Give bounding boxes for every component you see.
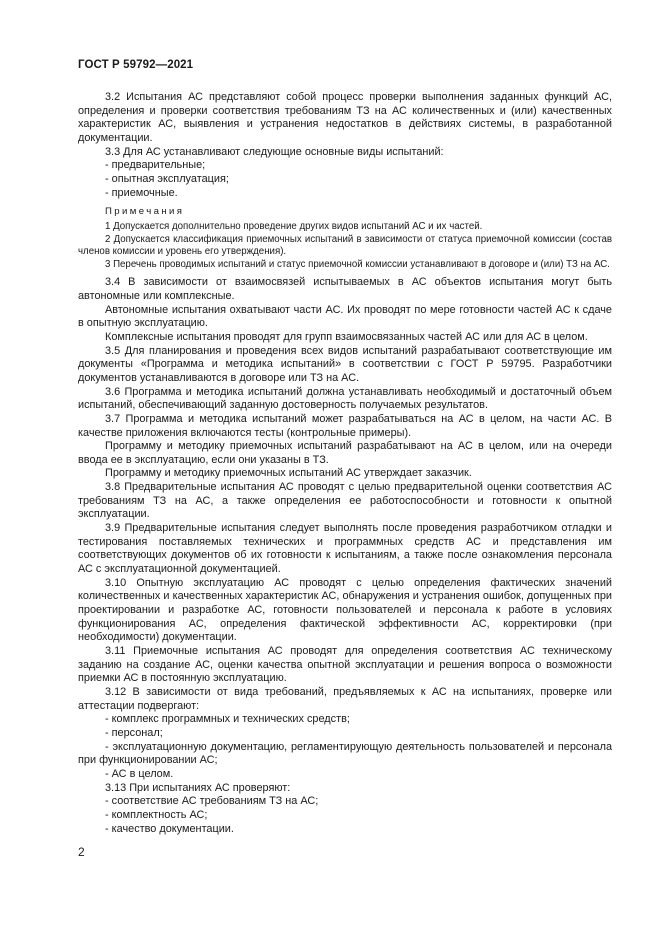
- paragraph: 3.6 Программа и методика испытаний должна устанавливать необходимый и достаточный объем испытаний, обеспечивающий заданную достоверность получаемых результатов.: [78, 385, 612, 412]
- paragraph: 3.10 Опытную эксплуатацию АС проводят с целью определения фактических значений количественных и качественных характеристик АС, обнаружения и устранения ошибок, допущенных при проектировании и разработке АС, готовности пользователей и персонала к работе в условиях функционирования АС, определения фактической эффективности АС, корректировки (при необходимости) документации.: [78, 576, 612, 644]
- paragraph: 3.12 В зависимости от вида требований, предъявляемых к АС на испытаниях, проверке или аттестации подвергают:: [78, 685, 612, 712]
- paragraph: 3.8 Предварительные испытания АС проводят с целью предварительной оценки соответствия АС требованиям ТЗ на АС, а также определения ее работоспособности и готовности к опытной эксплуатации.: [78, 481, 612, 521]
- paragraph: 3.7 Программа и методика испытаний может разрабатываться на АС в целом, на части АС. В качестве приложения включаются тесты (контрольные примеры).: [78, 412, 612, 439]
- list-item: - приемочные.: [105, 186, 178, 199]
- list-item: - персонал;: [105, 726, 163, 739]
- paragraph: Программу и методику приемочных испытаний АС утверждает заказчик.: [105, 467, 472, 480]
- note-paragraph: 2 Допускается классификация приемочных испытаний в зависимости от статуса приемочной комиссии (состав членов комиссии и уровень его утверждения).: [78, 233, 612, 258]
- list-item: - опытная эксплуатация;: [105, 172, 229, 185]
- list-item: - комплекс программных и технических средств;: [105, 713, 350, 726]
- paragraph: 3.11 Приемочные испытания АС проводят для определения соответствия АС техническому заданию на создание АС, оценки качества опытной эксплуатации и решения вопроса о возможности приемки АС в постоянную эксплуатацию.: [78, 645, 612, 685]
- list-item: - соответствие АС требованиям ТЗ на АС;: [105, 795, 319, 808]
- page-number: 2: [78, 845, 85, 859]
- standard-header: ГОСТ Р 59792—2021: [78, 59, 194, 71]
- paragraph: 3.3 Для АС устанавливают следующие основные виды испытаний:: [105, 145, 444, 158]
- paragraph: 3.5 Для планирования и проведения всех видов испытаний разрабатывают соответствующие им документы «Программа и методика испытаний» в соответствии с ГОСТ Р 59795. Разработчики документов устанавливаются в договоре или ТЗ на АС.: [78, 344, 612, 384]
- list-item: - предварительные;: [105, 159, 206, 172]
- paragraph: 3.2 Испытания АС представляют собой процесс проверки выполнения заданных функций АС, определения и проверки соответствия требованиям ТЗ на АС количественных и (или) качественных характеристик АС, выявления и устранения недостатков в действиях системы, в разработанной документации.: [78, 91, 612, 144]
- paragraph: - эксплуатационную документацию, регламентирующую деятельность пользователей и персонала при функционировании АС;: [78, 740, 612, 767]
- paragraph: Программу и методику приемочных испытаний разрабатывают на АС в целом, или на очереди ввода ее в эксплуатацию, если они указаны в ТЗ.: [78, 440, 612, 466]
- list-item: - комплектность АС;: [105, 808, 208, 821]
- note-paragraph: 1 Допускается дополнительно проведение других видов испытаний АС и их частей.: [105, 220, 483, 232]
- paragraph: 3.9 Предварительные испытания следует выполнять после проведения разработчиком отладки и тестирования поставляемых технических и программных средств АС и представления им соответствующих документов об их готовности к испытаниям, а также после ознакомления персонала АС с эксплуатационной документацией.: [78, 522, 612, 576]
- paragraph: 3.13 При испытаниях АС проверяют:: [105, 781, 291, 794]
- paragraph: Автономные испытания охватывают части АС. Их проводят по мере готовности частей АС к сдаче в опытную эксплуатацию.: [78, 303, 612, 330]
- list-item: - качество документации.: [105, 822, 234, 835]
- list-item: - АС в целом.: [105, 767, 174, 780]
- document-body: [78, 91, 612, 836]
- note-paragraph: 3 Перечень проводимых испытаний и статус приемочной комиссии устанавливают в договоре и (или) ТЗ на АС.: [105, 258, 610, 270]
- paragraph: Комплексные испытания проводят для групп взаимосвязанных частей АС или для АС в целом.: [105, 330, 588, 343]
- note-paragraph: Примечания: [105, 206, 185, 218]
- paragraph: 3.4 В зависимости от взаимосвязей испытываемых в АС объектов испытания могут быть автономные или комплексные.: [78, 276, 612, 302]
